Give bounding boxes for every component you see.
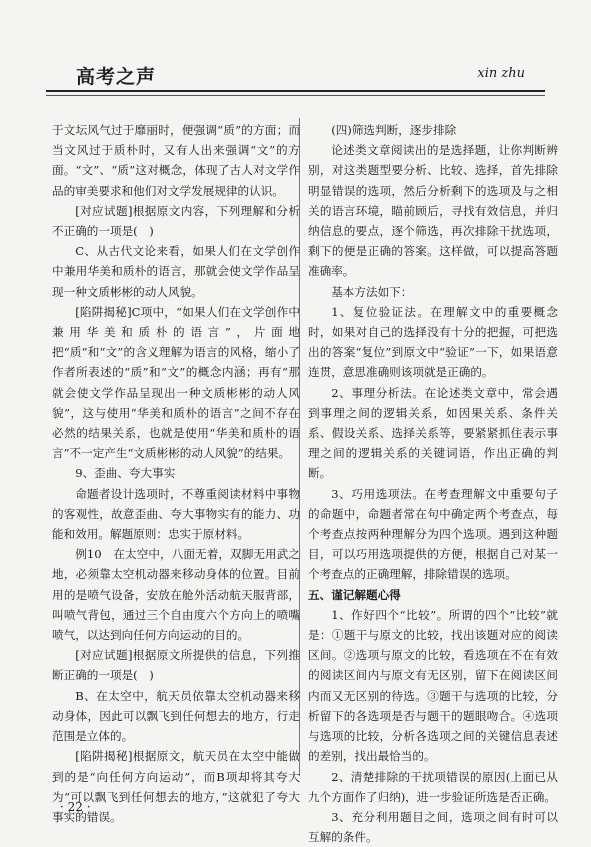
paragraph: 3、充分利用题目之间，选项之间有时可以互解的条件。 xyxy=(308,809,558,845)
paragraph: 1、作好四个“比较”。所谓的四个“比较”就是：①题干与原文的比较，找出该题对应的阅读区间。②选项与原文的比较，看选项在不在有效的阅读区间内与原文有无区别，留下在阅读区间内而又无区别的待选。③题干与选项的比较，分析留下的各选项是否与题干的题眼吻合。④选项与选项的比较，分析各选项之间的关键信息表述的差别，找出最恰当的。 xyxy=(308,607,558,764)
paragraph: (四)筛选判断，逐步排除 xyxy=(331,123,457,137)
paragraph: [陷阱揭秘]根据原文，航天员在太空中能做到的是“向任何方向运动”，而B项却将其夸大为“可以飘飞到任何想去的地方，”这就犯了夸大事实的错误。 xyxy=(52,749,300,824)
column-divider xyxy=(299,118,300,776)
paragraph: 论述类文章阅读出的是选择题，让你判断辨别，对这类题型要分析、比较、选择，首先排除明显错误的选项，然后分析剩下的选项及与之相关的语言环境，瞄前顾后，寻找有效信息，并归纳信息的要点，逐个筛选，再次排除干扰选项，剩下的便是正确的答案。这样做，可以提高答题准确率。 xyxy=(308,143,558,279)
paragraph: 9、歪曲、夸大事实 xyxy=(75,466,176,481)
paragraph: 2、事理分析法。在论述类文章中，常会遇到事理之间的逻辑关系，如因果关系、条件关系、假设关系、选择关系等，要紧紧抓住表示事理之间的逻辑关系的关键词语，作出正确的判断。 xyxy=(308,385,558,481)
paragraph: B、在太空中，航天员依靠太空机动器来移动身体，因此可以飘飞到任何想去的地方，行走范围是立体的。 xyxy=(52,688,300,744)
paragraph: 2、清楚排除的干扰项错误的原因(上面已从九个方面作了归纳)，进一步验证所选是否正确。 xyxy=(308,769,558,804)
paragraph: [对应试题]根据原文所提供的信息，下列推断正确的一项是( ) xyxy=(52,648,300,683)
paragraph: [对应试题]根据原文内容，下列理解和分析不正确的一项是( ) xyxy=(52,203,300,239)
paragraph: 3、巧用选项法。在考查理解文中重要句子的命题中，命题者常在句中确定两个考查点，每个考查点按两种理解分为四个选项。遇到这种题目，可以巧用选项提供的方便，根据自己对某一个考查点的正确理解，排除错误的选项。 xyxy=(308,486,558,582)
paragraph: C、从古代文论来看，如果人们在文学创作中兼用华美和质朴的语言，那就会使文学作品呈现一种文质彬彬的动人风貌。 xyxy=(52,244,300,299)
journal-title: 高考之声 xyxy=(76,66,157,88)
paragraph: 基本方法如下： xyxy=(331,284,413,299)
header-rule xyxy=(46,90,545,92)
journal-brand: xin zhu xyxy=(477,66,525,81)
paragraph: 例10 在太空中，八面无着，双脚无用武之地，必须靠太空机动器来移动身体的位置。目前用的是喷气设备，安放在舱外活动航天服背部，叫喷气背包，通过三个自由度六个方向上的喷嘴喷气，以达到向任何方向运动的目的。 xyxy=(52,547,300,643)
left-column xyxy=(52,120,300,827)
running-header xyxy=(46,60,545,90)
section-heading: 五、谨记解题心得 xyxy=(308,587,401,602)
paragraph: 命题者设计选项时，不尊重阅读材料中事物的客观性，故意歪曲、夸大事物实有的能力、功能和效用。解题原则：忠实于原材料。 xyxy=(52,486,300,542)
paragraph: [陷阱揭秘]C项中，“如果人们在文学创作中兼用华美和质朴的语言”，片面地把“质”和“文”的含义理解为语言的风格，缩小了作者所表述的“质”和“文”的概念内涵；再有“那就会使文学作品呈现出一种文质彬彬的动人风貌”，这与使用“华美和质朴的语言”之间不存在必然的结果关系，也就是使用“华美和质朴的语言”不一定产生“文质彬彬的动人风貌”的结果。 xyxy=(52,304,300,461)
paragraph: 于文坛风气过于靡丽时，便强调“质”的方面；而当文风过于质朴时，又有人出来强调“文”的方面。“文”、“质”这对概念，体现了古人对文学作品的审美要求和他们对文学发展规律的认识。 xyxy=(52,123,300,198)
right-column xyxy=(308,120,558,847)
page-number: · 22 · xyxy=(60,800,91,814)
header-rule-thin xyxy=(46,95,545,96)
paragraph: 1、复位验证法。在理解文中的重要概念时，如果对自己的选择没有十分的把握，可把选出的答案“复位”到原文中“验证”一下，如果语意连贯，意思准确则该项就是正确的。 xyxy=(308,304,558,380)
